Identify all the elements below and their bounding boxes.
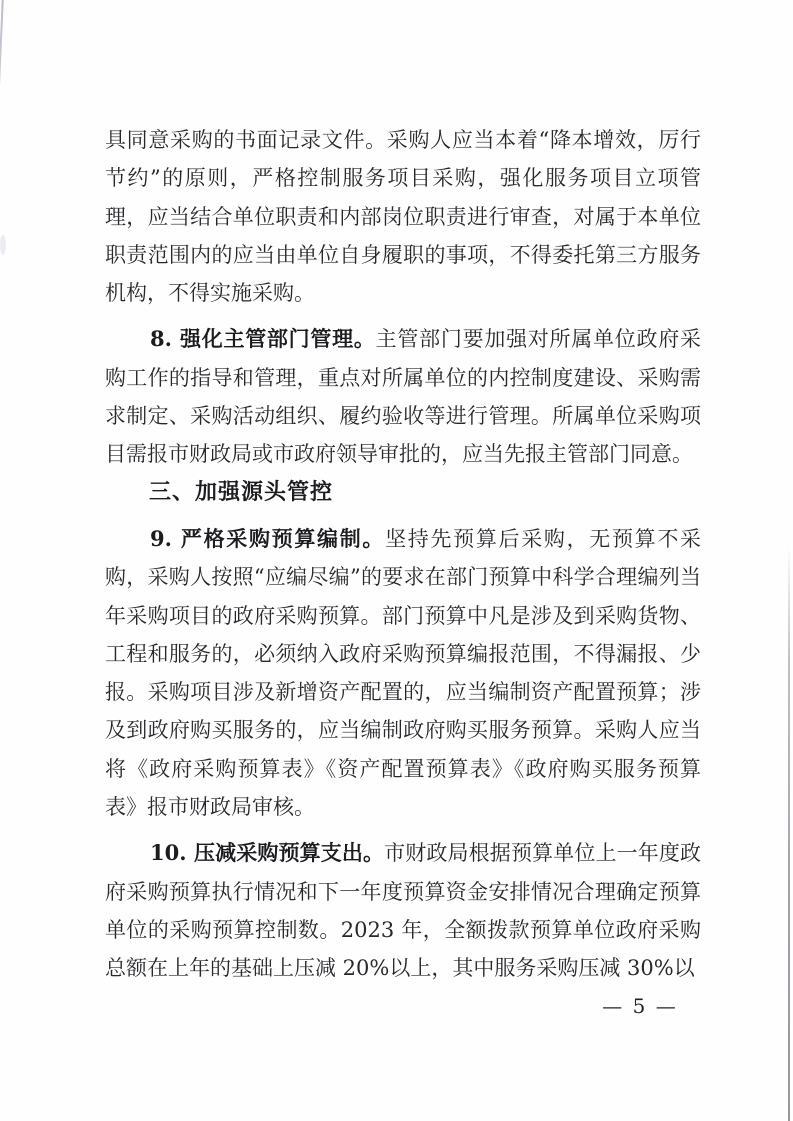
paragraph-lead: 9. 严格采购预算编制。	[150, 525, 386, 551]
paragraph-item-9	[105, 520, 701, 826]
paragraph-lead: 8. 强化主管部门管理。	[150, 326, 376, 352]
scan-artifact-right-edge	[788, 545, 790, 1121]
document-body	[105, 121, 701, 996]
page-number: — 5 —	[602, 994, 678, 1018]
paragraph-item-10	[105, 834, 701, 987]
paragraph-text: 主管部门要加强对所属单位政府采购工作的指导和管理，重点对所属单位的内控制度建设、采购需求制定、采购活动组织、履约验收等进行管理。所属单位采购项目需报市财政局或市政府领导审批的，应当先报主管部门同意。	[105, 327, 702, 467]
paragraph-text: 具同意采购的书面记录文件。采购人应当本着“降本增效，厉行节约”的原则，严格控制服务项目采购，强化服务项目立项管理，应当结合单位职责和内部岗位职责进行审查，对属于本单位职责范围内的应当由单位自身履职的事项，不得委托第三方服务机构，不得实施采购。	[105, 128, 701, 306]
paragraph-lead: 10. 压减采购预算支出。	[150, 840, 385, 866]
section-heading: 三、加强源头管控	[149, 479, 334, 505]
scan-artifact-speck	[0, 235, 6, 255]
paragraph-item-8	[105, 320, 701, 473]
scan-artifact-left-edge	[0, 0, 4, 194]
paragraph-text: 坚持先预算后采购，无预算不采购，采购人按照“应编尽编”的要求在部门预算中科学合理编列当年采购项目的政府采购预算。部门预算中凡是涉及到采购货物、工程和服务的，必须纳入政府采购预算编报范围，不得漏报、少报。采购项目涉及新增资产配置的，应当编制资产配置预算；涉及到政府购买服务的，应当编制政府购买服务预算。采购人应当将《政府采购预算表》《资产配置预算表》《政府购买服务预算表》报市财政局审核。	[105, 526, 702, 820]
paragraph-text: 市财政局根据预算单位上一年度政府采购预算执行情况和下一年度预算资金安排情况合理确定预算单位的采购预算控制数。2023 年，全额拨款预算单位政府采购总额在上年的基础上压减 20%以上，其中服务采购压减 30%以	[105, 841, 701, 981]
paragraph-continuation	[105, 121, 701, 312]
